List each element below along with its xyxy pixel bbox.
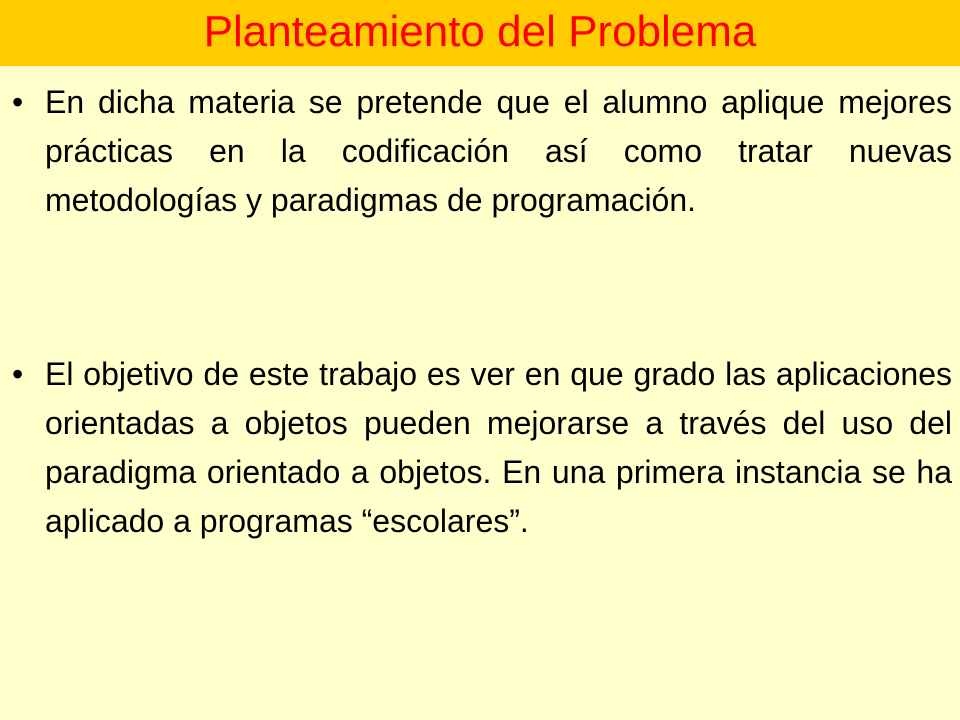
bullet-text: En dicha materia se pretende que el alumno aplique mejores prácticas en la codificación así como tratar nuevas metodologías y paradigmas de programación. xyxy=(45,84,952,218)
bullet-icon: • xyxy=(12,356,24,392)
bullet-text: El objetivo de este trabajo es ver en que grado las aplicaciones orientadas a objetos pueden mejorarse a través del uso del paradigma orientado a objetos. En una primera instancia se ha aplicado a programas “escolares”. xyxy=(45,356,952,539)
bullet-icon: • xyxy=(12,84,24,120)
slide-content xyxy=(0,78,960,698)
slide-title: Planteamiento del Problema xyxy=(203,7,757,56)
